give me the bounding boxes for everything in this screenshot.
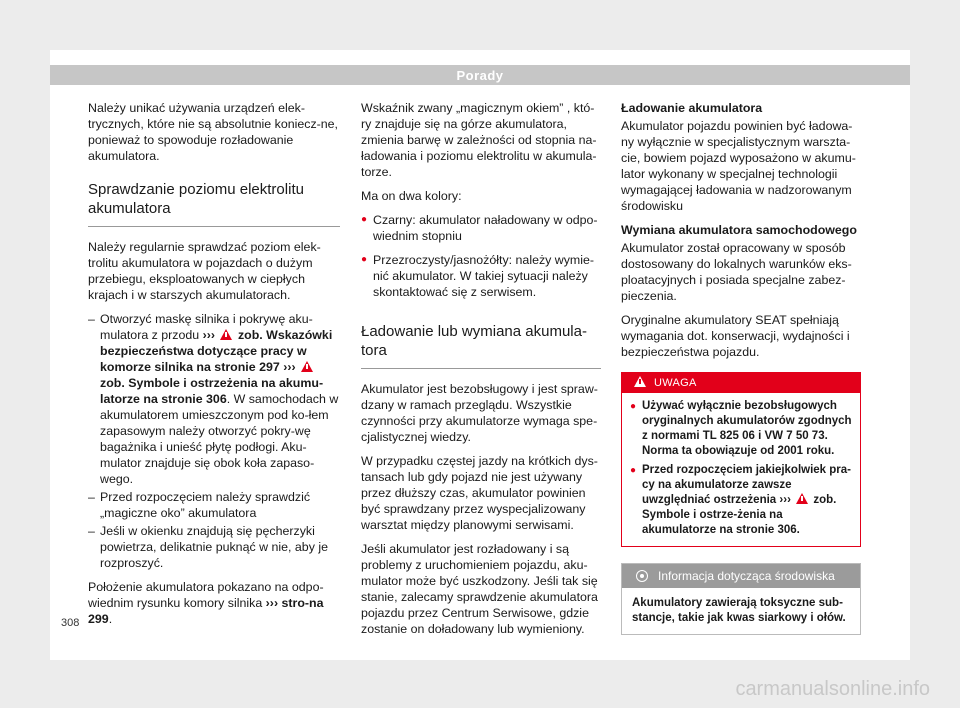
arrows-icon: ›››: [283, 360, 296, 374]
environment-icon: [636, 570, 648, 582]
environment-box-body: Akumulatory zawierają toksyczne sub-stancje, takie jak kwas siarkowy i ołów.: [632, 597, 846, 624]
column-1: [88, 100, 340, 635]
paragraph: Ma on dwa kolory:: [361, 189, 462, 203]
environment-box: [621, 563, 861, 635]
arrows-icon: ››: [265, 596, 274, 610]
environment-box-header: Informacja dotycząca środowiska: [622, 564, 860, 588]
paragraph: Należy unikać używania urządzeń elek-trycznych, które nie są absolutnie koniecz-ne, ponieważ to spowoduje rozładowanie akumulatora.: [88, 101, 339, 163]
arrows-icon: ›››: [779, 494, 791, 506]
page-link[interactable]: › stro-na 299: [88, 596, 324, 626]
page-title: Porady: [456, 68, 504, 83]
dash-item: – Przed rozpoczęciem należy sprawdzić „magiczne oko” akumulatora: [88, 489, 340, 521]
warning-box-header: UWAGA: [622, 373, 860, 393]
paragraph: Położenie akumulatora pokazano na odpo-wiednim rysunku komory silnika ››› stro-na 299.: [88, 580, 324, 626]
bullet-item: ● Używać wyłącznie bezobsługowych oryginalnych akumulatorów zgodnych z normami TL 825 06 i VW 7 50 73. Norma ta obowiązuje od 2001 roku.: [630, 399, 852, 459]
dash-item: – Otworzyć maskę silnika i pokrywę aku-mulatora z przodu ››› zob. Wskazówki bezpieczeństwa dotyczące pracy w komorze silnika na stronie 297 ››› zob. Symbole i ostrzeżenia na akumu-latorze na stronie 306. W samochodach w akumulatorem umieszczonym pod ko-łem zapasowym należy otworzyć pokry-wę bagażnika i unieść płytę podłogi. Aku-mulator znajduje się obok koła zapaso-wego.: [88, 311, 340, 487]
subheading: Wymiana akumulatora samochodowego: [621, 223, 857, 237]
paragraph: W przypadku częstej jazdy na krótkich dys-tansach lub gdy pojazd nie jest używany przez dłuższy czas, akumulator powinien być sprawdzany przez wyspecjalizowany warsztat między planowymi serwisami.: [361, 454, 598, 532]
bullet-item: ● Przed rozpoczęciem jakiejkolwiek pra-cy na akumulatorze zawsze uwzględniać ostrzeżenia ››› zob. Symbole i ostrze-żenia na akumulatorze na stronie 306.: [630, 463, 852, 538]
paragraph: Wskaźnik zwany „magicznym okiem” , któ-ry znajduje się na górze akumulatora, zmienia barwę w zależności od stopnia na-ładowania i poziomu elektrolitu w akumula-torze.: [361, 101, 597, 179]
warning-box: [621, 372, 861, 547]
warning-icon: [301, 361, 313, 372]
warning-icon: [634, 376, 646, 387]
paragraph: Akumulator został opracowany w sposób dostosowany do lokalnych warunków eks-ploatacyjnych i posiada specjalne zabez-pieczenia.: [621, 241, 852, 303]
warning-box-body: [622, 393, 860, 546]
crossref-link[interactable]: zob. Symbole i ostrzeżenia na akumu-latorze na stronie 306: [100, 376, 324, 406]
arrows-icon: ›››: [202, 328, 216, 342]
watermark: carmanualsonline.info: [735, 678, 930, 700]
dash-item: – Jeśli w okienku znajdują się pęcherzyki powietrza, delikatnie puknąć w nie, aby je rozproszyć.: [88, 523, 340, 571]
section-heading-electrolyte: Sprawdzanie poziomu elektrolitu akumulatora: [88, 180, 340, 227]
crossref-link[interactable]: zob. Wskazówki bezpieczeństwa dotyczące pracy w komorze silnika na stronie 297: [100, 328, 333, 374]
section-heading-charging: Ładowanie lub wymiana akumula-tora: [361, 322, 601, 369]
warning-icon: [796, 493, 808, 504]
paragraph: Akumulator pojazdu powinien być ładowa-ny wyłącznie w specjalistycznym warszta-cie, bowiem pojazd wyposażono w akumu-lator wykonany w specjalnej technologii wymagającej ładowania w nadzorowanym środowisku: [621, 119, 856, 213]
page-header: [50, 65, 910, 85]
paragraph: Jeśli akumulator jest rozładowany i są problemy z uruchomieniem pojazdu, aku-mulator może być uszkodzony. Jeśli tak się stanie, zalecamy sprawdzenie akumulatora pojazdu przez Centrum Serwisowe, gdzie zostanie on doładowany lub wymieniony.: [361, 542, 598, 636]
subheading: Ładowanie akumulatora: [621, 101, 763, 115]
paragraph: Akumulator jest bezobsługowy i jest spraw-dzany w ramach przeglądu. Wszystkie czynności przy akumulatorze wymaga spe-cjalistycznej wiedzy.: [361, 382, 598, 444]
bullet-item: ● Czarny: akumulator naładowany w odpo-wiednim stopniu: [361, 212, 601, 244]
warning-icon: [220, 329, 232, 340]
crossref-link[interactable]: zob. Symbole i ostrze-żenia na akumulatorze na stronie 306: [642, 494, 837, 536]
bullet-item: ● Przezroczysty/jasnożółty: należy wymie-nić akumulator. W takiej sytuacji należy skontaktować się z serwisem.: [361, 252, 601, 300]
page-number: 308: [61, 617, 80, 629]
column-3: [621, 100, 861, 635]
paragraph: Oryginalne akumulatory SEAT spełniają wymagania dot. konserwacji, wydajności i bezpieczeństwa pojazdu.: [621, 313, 850, 359]
paragraph: Należy regularnie sprawdzać poziom elek-trolitu akumulatora w pojazdach o dużym przebiegu, eksploatowanych w ciepłych krajach i w starszych akumulatorach.: [88, 240, 321, 302]
column-2: [361, 100, 601, 645]
